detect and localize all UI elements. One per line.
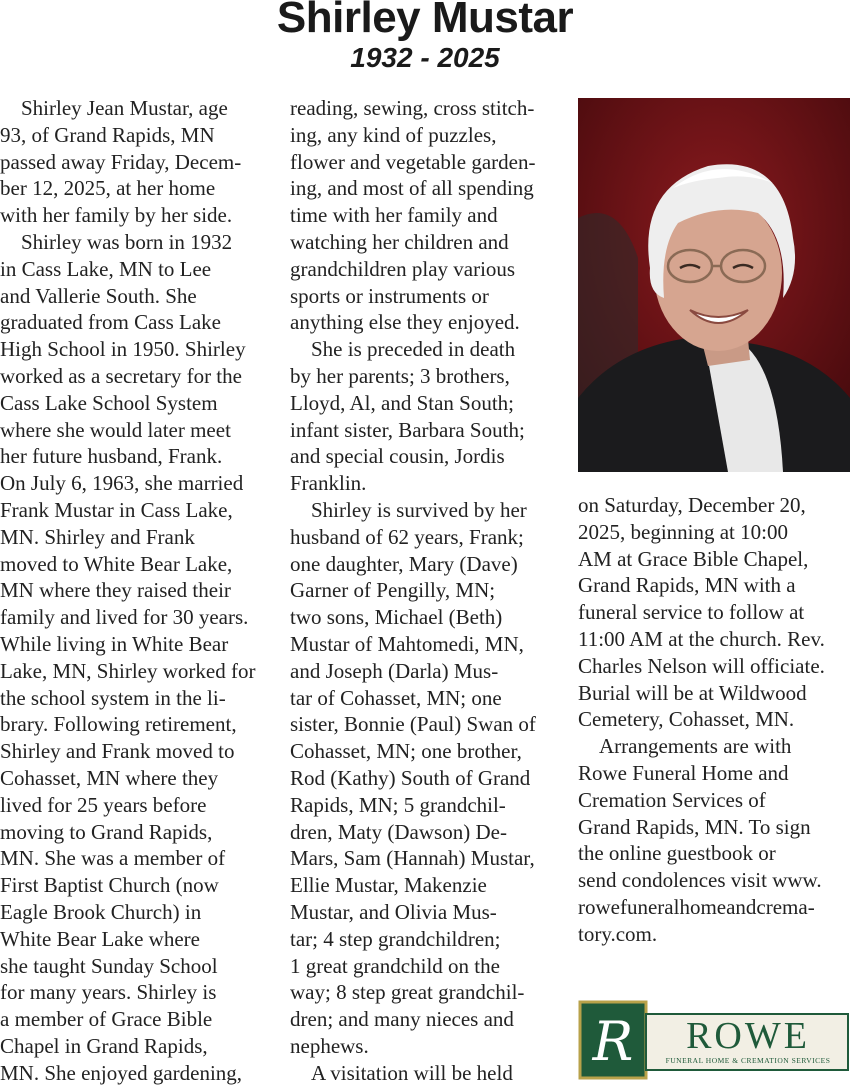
text-line: where she would later meet [0, 417, 231, 442]
text-line: MN. She enjoyed gardening, [0, 1060, 243, 1085]
text-line: nephews. [290, 1033, 369, 1058]
text-line: Mustar of Mahtomedi, MN, [290, 631, 524, 656]
text-line: MN. She was a member of [0, 846, 226, 871]
text-line: reading, sewing, cross stitch- [290, 96, 535, 120]
text-line: grandchildren play various [290, 256, 516, 281]
text-line: While living in White Bear [0, 631, 229, 656]
text-line: sports or instruments or [290, 283, 489, 308]
text-line: Rapids, MN; 5 grandchil- [290, 792, 506, 817]
text-line: Garner of Pengilly, MN; [290, 578, 496, 603]
text-line: one daughter, Mary (Dave) [290, 551, 518, 576]
text-line: Cass Lake School System [0, 390, 218, 415]
text-line: Rowe Funeral Home and [578, 760, 789, 785]
text-line: tory.com. [578, 921, 658, 946]
text-line: Cemetery, Cohasset, MN. [578, 707, 795, 732]
text-line: watching her children and [290, 229, 509, 254]
text-line: brary. Following retirement, [0, 712, 237, 737]
text-line: White Bear Lake where [0, 926, 200, 951]
text-line: and Vallerie South. She [0, 283, 197, 308]
text-line: two sons, Michael (Beth) [290, 605, 503, 630]
text-line: and Joseph (Darla) Mus- [290, 658, 499, 683]
text-line: husband of 62 years, Frank; [290, 524, 524, 549]
text-line: with her family by her side. [0, 203, 233, 228]
text-line: she taught Sunday School [0, 953, 218, 978]
text-line: family and lived for 30 years. [0, 605, 249, 630]
text-line: a member of Grace Bible [0, 1007, 213, 1032]
text-line: Chapel in Grand Rapids, [0, 1033, 208, 1058]
logo-tagline: FUNERAL HOME & CREMATION SERVICES [665, 1056, 831, 1065]
text-line: 93, of Grand Rapids, MN [0, 122, 215, 147]
text-line: Mustar, and Olivia Mus- [290, 899, 497, 924]
text-line: send condolences visit www. [578, 868, 822, 893]
text-line: Cohasset, MN where they [0, 765, 219, 790]
text-line: Shirley was born in 1932 [0, 229, 233, 254]
text-line: First Baptist Church (now [0, 873, 219, 898]
text-line: way; 8 step great grandchil- [290, 980, 525, 1005]
logo-name: ROWE [686, 1015, 810, 1057]
text-line: MN. Shirley and Frank [0, 524, 195, 549]
text-line: A visitation will be held [290, 1060, 513, 1085]
logo-letter: R [592, 1010, 634, 1073]
text-line: 1 great grandchild on the [290, 953, 500, 978]
portrait-photo [578, 98, 850, 472]
funeral-home-logo [578, 1000, 850, 1080]
text-line: Charles Nelson will officiate. [578, 653, 825, 678]
text-line: the school system in the li- [0, 685, 226, 710]
text-line: moved to White Bear Lake, [0, 551, 233, 576]
text-line: Lake, MN, Shirley worked for [0, 658, 256, 683]
text-line: sister, Bonnie (Paul) Swan of [290, 712, 536, 737]
text-line: her future husband, Frank. [0, 444, 223, 469]
text-line: lived for 25 years before [0, 792, 207, 817]
text-line: moving to Grand Rapids, [0, 819, 213, 844]
text-line: for many years. Shirley is [0, 980, 217, 1005]
text-column-2 [290, 95, 536, 1086]
text-line: AM at Grace Bible Chapel, [578, 546, 809, 571]
text-line: Eagle Brook Church) in [0, 899, 202, 924]
text-line: Frank Mustar in Cass Lake, [0, 497, 233, 522]
text-line: in Cass Lake, MN to Lee [0, 256, 212, 281]
text-line: Grand Rapids, MN with a [578, 573, 796, 598]
text-line: and special cousin, Jordis [290, 444, 505, 469]
text-line: On July 6, 1963, she married [0, 471, 244, 496]
text-line: passed away Friday, Decem- [0, 149, 242, 174]
text-line: anything else they enjoyed. [290, 310, 520, 335]
text-line: flower and vegetable garden- [290, 149, 536, 174]
text-column-3 [578, 492, 825, 948]
text-line: worked as a secretary for the [0, 363, 242, 388]
text-column-1 [0, 95, 255, 1086]
text-line: ing, any kind of puzzles, [290, 122, 497, 147]
text-line: Cremation Services of [578, 787, 766, 812]
text-line: Shirley and Frank moved to [0, 739, 235, 764]
portrait-illustration [578, 98, 850, 472]
text-line: Arrangements are with [578, 734, 792, 759]
text-line: Burial will be at Wildwood [578, 680, 807, 705]
text-line: the online guestbook or [578, 841, 776, 866]
text-line: MN where they raised their [0, 578, 231, 603]
text-line: High School in 1950. Shirley [0, 337, 246, 362]
text-line: Cohasset, MN; one brother, [290, 739, 522, 764]
text-line: infant sister, Barbara South; [290, 417, 525, 442]
text-line: Shirley Jean Mustar, age [0, 96, 228, 120]
text-line: Franklin. [290, 471, 367, 496]
text-line: Lloyd, Al, and Stan South; [290, 390, 515, 415]
text-line: Ellie Mustar, Makenzie [290, 873, 487, 898]
text-line: dren, Maty (Dawson) De- [290, 819, 507, 844]
text-line: time with her family and [290, 203, 498, 228]
text-line: by her parents; 3 brothers, [290, 363, 510, 388]
text-line: 2025, beginning at 10:00 [578, 519, 788, 544]
text-line: funeral service to follow at [578, 600, 805, 625]
text-line: She is preceded in death [290, 337, 516, 362]
text-line: tar of Cohasset, MN; one [290, 685, 502, 710]
text-line: graduated from Cass Lake [0, 310, 222, 335]
text-line: rowefuneralhomeandcrema- [578, 894, 815, 919]
text-line: Mars, Sam (Hannah) Mustar, [290, 846, 535, 871]
obituary-name: Shirley Mustar [276, 0, 574, 42]
text-line: tar; 4 step grandchildren; [290, 926, 501, 951]
life-dates: 1932 - 2025 [350, 42, 500, 73]
text-line: ber 12, 2025, at her home [0, 176, 216, 201]
text-line: dren; and many nieces and [290, 1007, 514, 1032]
text-line: ing, and most of all spending [290, 176, 534, 201]
text-line: Rod (Kathy) South of Grand [290, 765, 531, 790]
text-line: 11:00 AM at the church. Rev. [578, 626, 825, 651]
text-line: Shirley is survived by her [290, 497, 527, 522]
text-line: Grand Rapids, MN. To sign [578, 814, 811, 839]
text-line: on Saturday, December 20, [578, 493, 806, 517]
